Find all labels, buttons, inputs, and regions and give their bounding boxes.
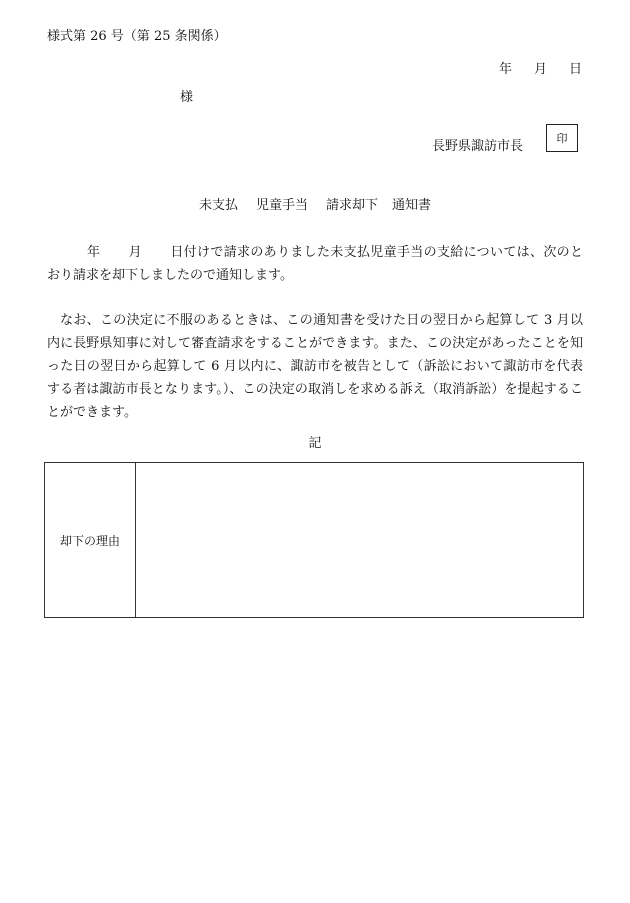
- date-day: 日: [568, 62, 582, 77]
- addressee-suffix: 様: [180, 90, 194, 105]
- p1-text: 日付けで請求のありました未支払児童手当の支給については、次のとおり請求を却下しましたので通知します。: [47, 245, 583, 283]
- seal-box: [546, 124, 578, 152]
- reason-table: [44, 462, 584, 618]
- title-part-4: 通知書: [392, 198, 432, 213]
- notice-paragraph-2: なお、この決定に不服のあるときは、この通知書を受けた日の翌日から起算して 3 月以内に長野県知事に対して審査請求をすることができます。また、この決定があったことを知った日の翌日から起算して 6 月以内に、諏訪市を被告として（訴訟において諏訪市を代表する者は諏訪市長となります。）、この決定の取消しを求める訴え（取消訴訟）を提起することができます。: [47, 313, 583, 420]
- ki-heading: 記: [308, 436, 322, 451]
- reason-value-field[interactable]: [136, 463, 584, 618]
- form-number: 様式第 26 号（第 25 条関係）: [47, 29, 227, 44]
- date-month: 月: [533, 62, 547, 77]
- p1-year: 年: [87, 245, 101, 260]
- date-year: 年: [498, 62, 512, 77]
- notice-paragraph-1: [47, 241, 583, 287]
- issuer-name: 長野県諏訪市長: [432, 139, 524, 154]
- title-part-3: 請求却下: [326, 198, 379, 213]
- reason-label: 却下の理由: [45, 463, 136, 618]
- p1-month: 月: [128, 245, 143, 260]
- title-part-2: 児童手当: [255, 198, 308, 213]
- date-line: [499, 58, 582, 77]
- document-title: [0, 194, 630, 213]
- title-part-1: 未支払: [198, 198, 238, 213]
- seal-label: 印: [556, 132, 568, 145]
